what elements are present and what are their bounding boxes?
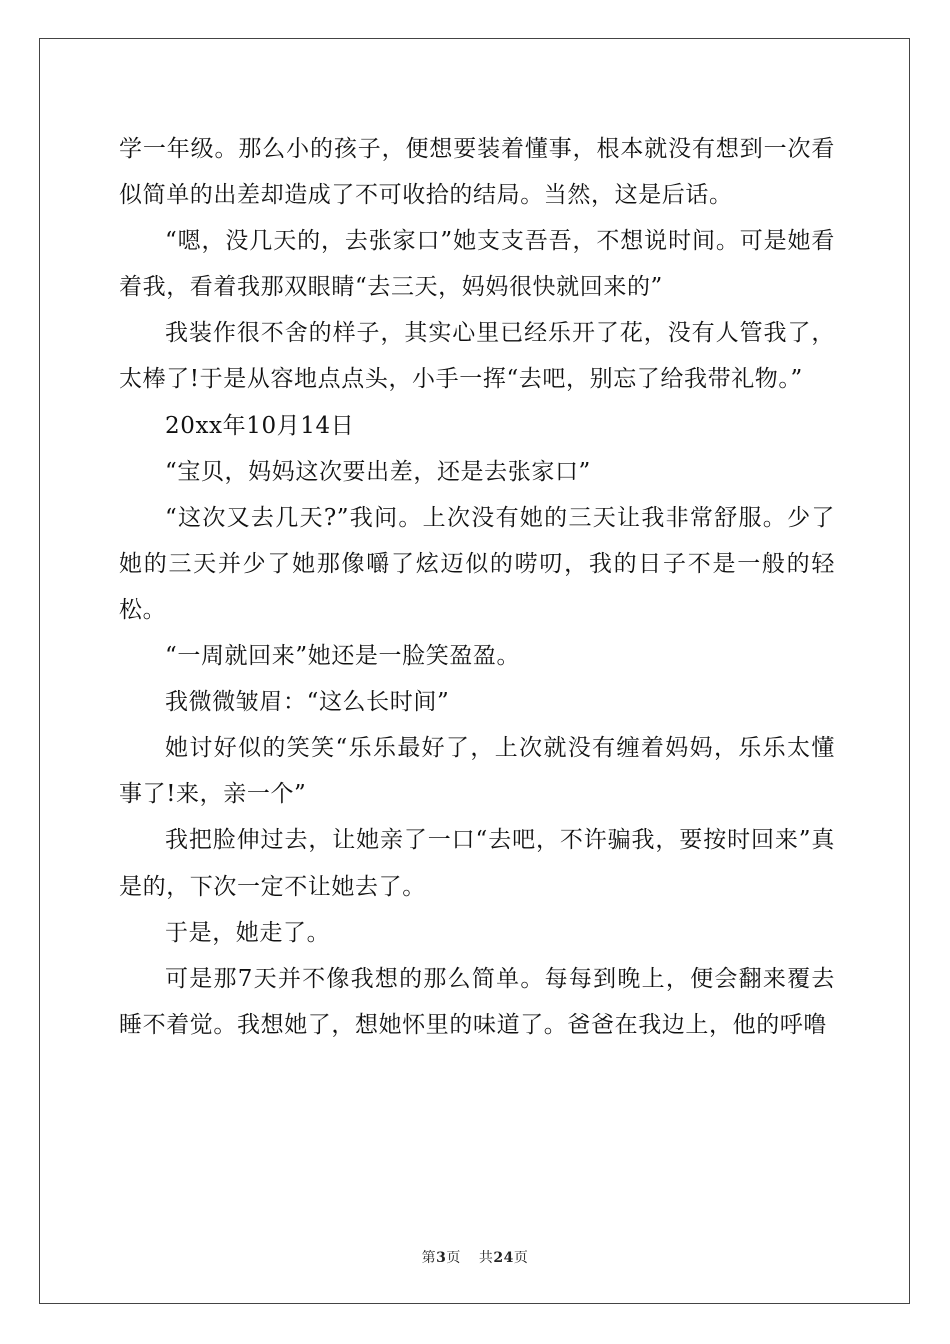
paragraph-date: 20xx年10月14日 bbox=[165, 412, 355, 439]
paragraph-11: 于是，她走了。 bbox=[165, 919, 331, 946]
paragraph-9: 她讨好似的笑笑“乐乐最好了，上次就没有缠着妈妈，乐乐太懂事了!来，亲一个” bbox=[119, 735, 835, 808]
paragraph-8: 我微微皱眉：“这么长时间” bbox=[165, 689, 450, 716]
document-body bbox=[119, 126, 835, 1048]
total-prefix: 共 bbox=[478, 1250, 494, 1266]
paragraph-10: 我把脸伸过去，让她亲了一口“去吧，不许骗我，要按时回来”真是的，下次一定不让她去了。 bbox=[119, 827, 835, 900]
paragraph-2: “嗯，没几天的，去张家口”她支支吾吾，不想说时间。可是她看着我，看着我那双眼睛“去三天，妈妈很快就回来的” bbox=[119, 228, 835, 301]
page-suffix: 页 bbox=[446, 1250, 461, 1266]
paragraph-3: 我装作很不舍的样子，其实心里已经乐开了花，没有人管我了，太棒了!于是从容地点点头，小手一挥“去吧，别忘了给我带礼物。” bbox=[119, 320, 835, 393]
page-prefix: 第 bbox=[421, 1250, 437, 1266]
paragraph-1: 学一年级。那么小的孩子，便想要装着懂事，根本就没有想到一次看似简单的出差却造成了不可收拾的结局。当然，这是后话。 bbox=[119, 136, 835, 209]
paragraph-6: “这次又去几天?”我问。上次没有她的三天让我非常舒服。少了她的三天并少了她那像嚼了炫迈似的唠叨，我的日子不是一般的轻松。 bbox=[119, 504, 835, 623]
total-suffix: 页 bbox=[513, 1250, 529, 1266]
paragraph-5: “宝贝，妈妈这次要出差，还是去张家口” bbox=[165, 458, 591, 485]
total-pages: 24 bbox=[493, 1250, 514, 1266]
page-number: 3 bbox=[436, 1250, 447, 1266]
page-footer bbox=[0, 1247, 950, 1267]
paragraph-12: 可是那7天并不像我想的那么简单。每每到晚上，便会翻来覆去睡不着觉。我想她了，想她怀里的味道了。爸爸在我边上，他的呼噜 bbox=[119, 965, 835, 1038]
paragraph-7: “一周就回来”她还是一脸笑盈盈。 bbox=[165, 643, 521, 670]
